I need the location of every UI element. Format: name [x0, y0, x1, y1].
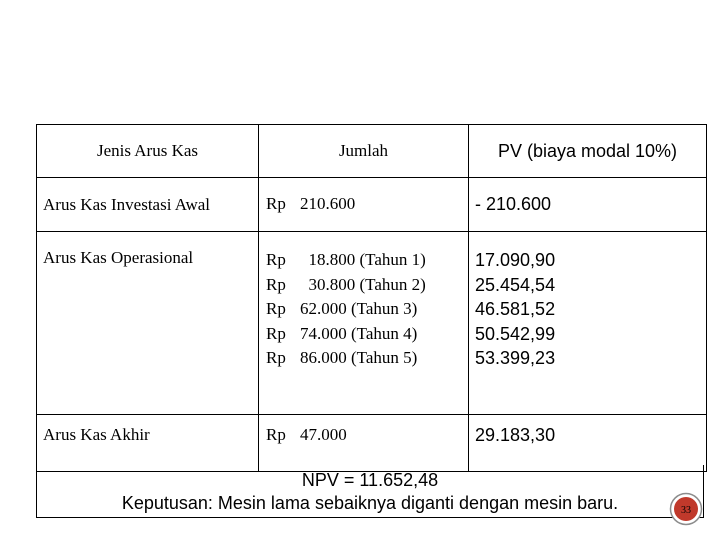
amount-value: 18.800 (Tahun 1) — [300, 250, 426, 269]
row-pv: - 210.600 — [469, 178, 707, 232]
currency-label: Rp — [266, 274, 286, 294]
npv-result: NPV = 11.652,48 — [301, 470, 439, 490]
currency-label: Rp — [266, 348, 286, 367]
page-number: 33 — [681, 505, 691, 516]
npv-summary-box — [36, 465, 704, 518]
currency-label: Rp — [266, 194, 286, 214]
row-label: Arus Kas Akhir — [37, 415, 259, 472]
table-header-row — [37, 125, 707, 178]
amount-value: 86.000 (Tahun 5) — [300, 348, 418, 367]
table-row — [37, 232, 707, 415]
page-number-badge — [669, 492, 703, 526]
currency-label: Rp — [266, 299, 286, 318]
table-row — [37, 178, 707, 232]
currency-label: Rp — [266, 323, 286, 343]
header-cash-type: Jenis Arus Kas — [37, 125, 259, 178]
page-badge-icon — [669, 492, 703, 526]
header-pv: PV (biaya modal 10%) — [469, 125, 707, 178]
cash-flow-table — [36, 124, 707, 472]
amount-value: 210.600 — [300, 194, 356, 214]
row-amount — [259, 232, 469, 415]
currency-label: Rp — [266, 425, 286, 444]
amount-value: 62.000 (Tahun 3) — [300, 299, 418, 318]
header-amount: Jumlah — [259, 125, 469, 178]
currency-label: Rp — [266, 250, 286, 269]
row-amount — [259, 415, 469, 472]
row-pv: 29.183,30 — [469, 415, 707, 472]
pv-value: 25.454,54 — [475, 274, 556, 295]
amount-value: 74.000 (Tahun 4) — [300, 323, 418, 343]
pv-value: 50.542,99 — [475, 323, 556, 344]
amount-value: 30.800 (Tahun 2) — [300, 274, 426, 294]
amount-value: 47.000 — [300, 425, 347, 444]
row-label: Arus Kas Investasi Awal — [37, 178, 259, 232]
pv-value: 46.581,52 — [475, 299, 556, 319]
row-pv — [469, 232, 707, 415]
decision-text: Keputusan: Mesin lama sebaiknya diganti dengan mesin baru. — [121, 493, 619, 513]
row-label-text: Arus Kas Operasional — [43, 248, 194, 267]
row-amount — [259, 178, 469, 232]
pv-value: 17.090,90 — [475, 250, 556, 270]
pv-value: 53.399,23 — [475, 348, 556, 368]
table-row — [37, 415, 707, 472]
row-label — [37, 232, 259, 415]
